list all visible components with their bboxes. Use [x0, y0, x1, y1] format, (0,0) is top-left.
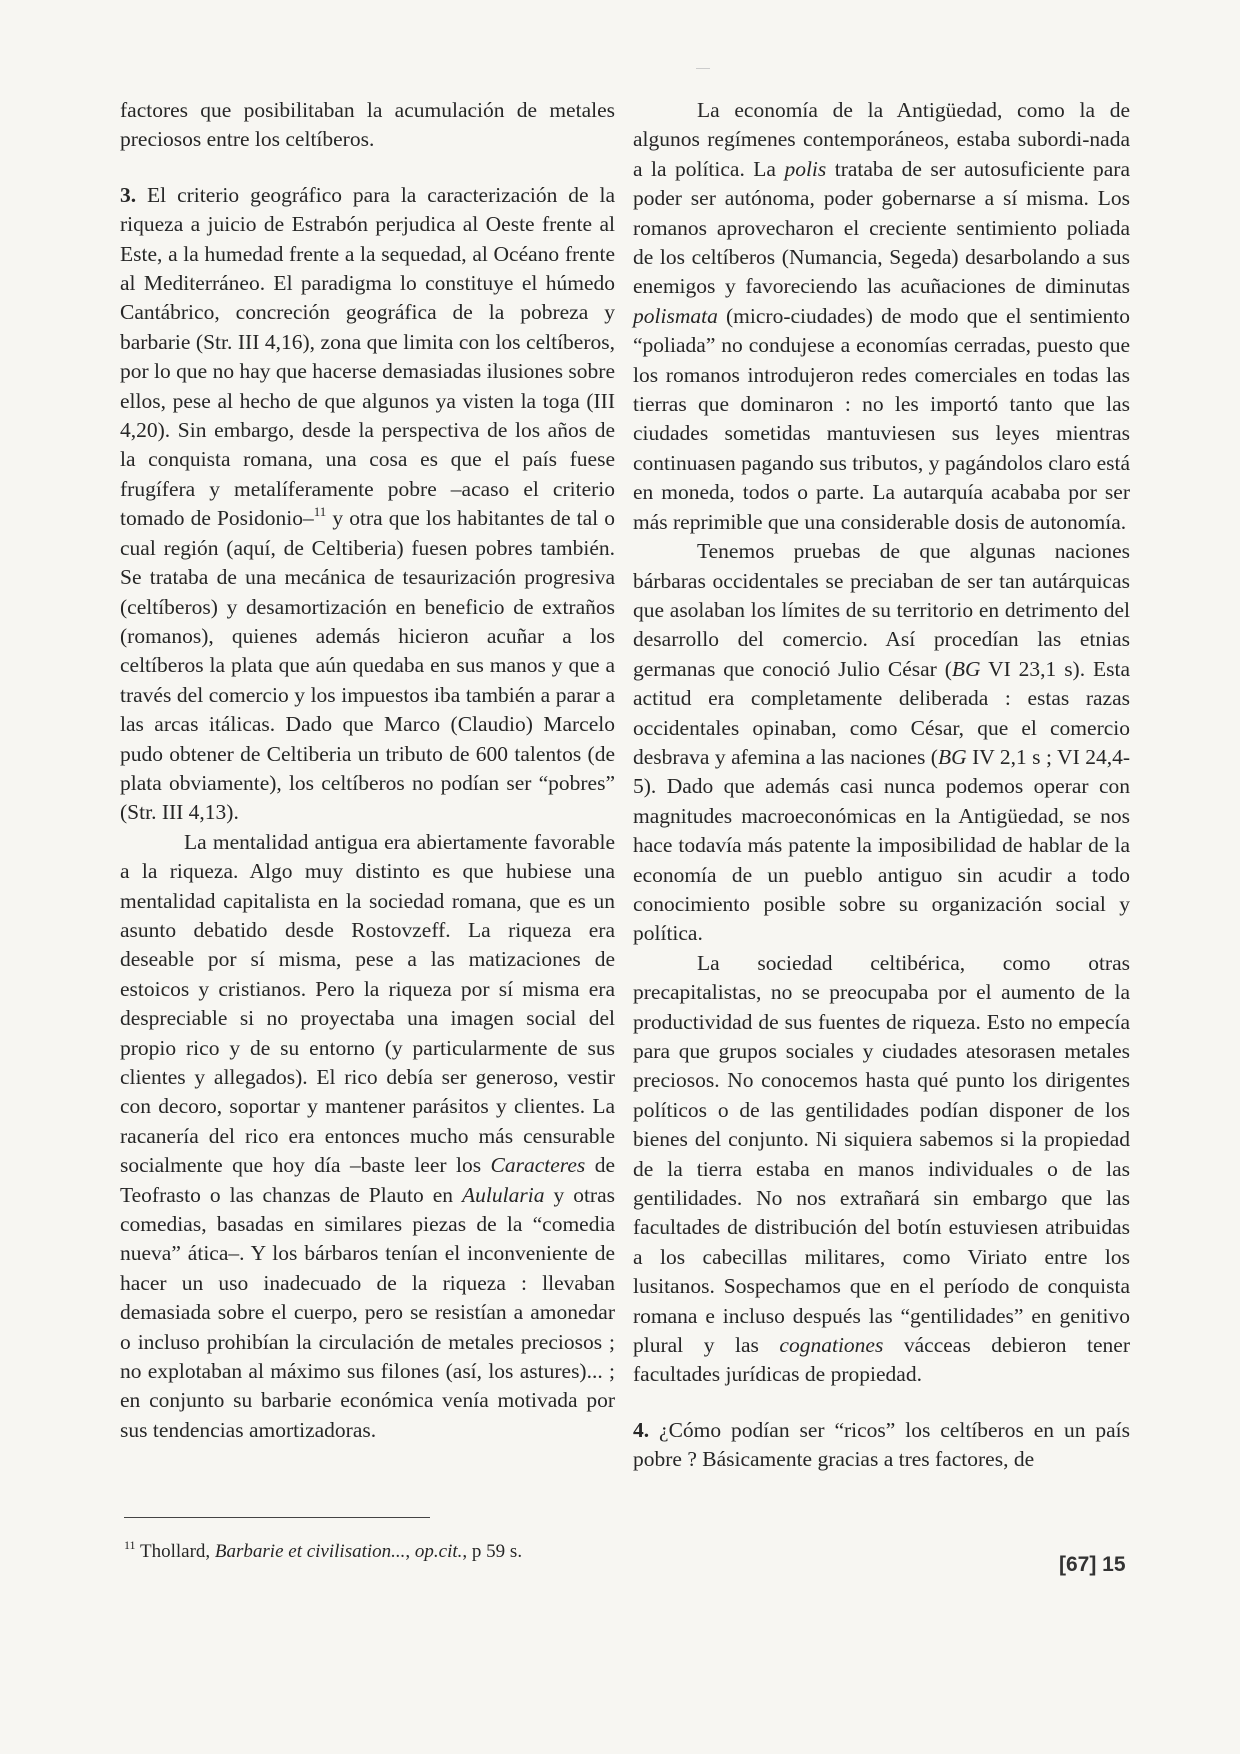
text-run: Tenemos pruebas de que algunas naciones bárbaras occidentales se preciaban de ser tan autárquicas que asolaban los límites de su territorio en detrimento del desarrollo del comercio. Así procedían las etnias germanas que conoció Julio César (	[633, 539, 1130, 681]
text-run: vácceas debieron tener facultades jurídicas de propiedad.	[633, 1333, 1130, 1387]
text-run: , p 59 s.	[462, 1541, 523, 1562]
section-3-paragraph	[120, 181, 615, 828]
italic-abbrev: op.cit.	[414, 1541, 463, 1562]
paragraph: factores que posibilitaban la acumulación de metales preciosos entre los celtíberos.	[120, 98, 615, 152]
section-number: 4.	[633, 1417, 650, 1442]
footnote-separator	[124, 1517, 430, 1518]
text-run: y otras comedias, basadas en similares piezas de la “comedia nueva” ática–. Y los bárbaros tenían el inconveniente de hacer un uso inadecuado de la riqueza : llevaban demasiada sobre el cuerpo, pero se resistían a amonedar o incluso prohibían la circulación de metales preciosos ; no explotaban al máximo sus filones (así, los astures)... ; en conjunto su barbarie económica venía motivada por sus tendencias amortizadoras.	[120, 1182, 615, 1442]
italic-abbrev: BG	[937, 744, 967, 769]
right-column	[633, 96, 1130, 1475]
italic-term: polismata	[633, 303, 718, 328]
text-run: de Teofrasto o las chanzas de Plauto en	[120, 1153, 615, 1207]
paragraph	[120, 828, 615, 1446]
text-run: Thollard,	[135, 1541, 215, 1562]
italic-term: cognationes	[779, 1333, 884, 1358]
scan-artifact	[696, 68, 710, 69]
text-run: La mentalidad antigua era abiertamente favorable a la riqueza. Algo muy distinto es que hubiese una mentalidad capitalista en la sociedad romana, que es un asunto debatido desde Rostovzeff. La riqueza era deseable por sí misma, pese a las matizaciones de estoicos y cristianos. Pero la riqueza por sí misma era despreciable si no proyectaba una imagen social del propio rico y de su entorno (y particularmente de sus clientes y allegados). El rico debía ser generoso, vestir con decoro, soportar y mantener parásitos y clientes. La racanería del rico era entonces mucho más censurable socialmente que hoy día –baste leer los	[120, 829, 615, 1178]
text-run: La economía de la Antigüedad, como la de algunos regímenes contemporáneos, estaba subordi-nada a la política. La	[633, 98, 1130, 181]
italic-title: Caracteres	[490, 1153, 586, 1178]
text-run: IV 2,1 s ; VI 24,4-5). Dado que además casi nunca podemos operar con magnitudes macroeconómicas en la Antigüedad, se nos hace todavía más patente la imposibilidad de hablar de la economía de un pueblo antiguo sin acudir a todo conocimiento posible sobre su organización social y política.	[633, 744, 1130, 946]
left-column	[120, 96, 615, 1445]
section-number: 3.	[120, 182, 137, 207]
paragraph	[633, 949, 1130, 1390]
text-run: ¿Cómo podían ser “ricos” los celtíberos en un país pobre ? Básicamente gracias a tres factores, de	[633, 1417, 1130, 1472]
text-run: ,	[405, 1541, 415, 1562]
footnote	[124, 1540, 624, 1564]
text-run: (micro-ciudades) de modo que el sentimiento “poliada” no condujese a economías cerradas, puesto que los romanos introdujeron redes comerciales en todas las tierras que dominaron : no les importó tanto que las ciudades sometidas mantuviesen sus leyes mientras continuasen pagando sus tributos, y pagándolos claro está en moneda, todos o parte. La autarquía acababa por ser más reprimible que una considerable dosis de autonomía.	[633, 303, 1130, 534]
text-run: La sociedad celtibérica, como otras precapitalistas, no se preocupaba por el aumento de la productividad de sus fuentes de riqueza. Esto no empecía para que grupos sociales y ciudades atesorasen metales preciosos. No conocemos hasta qué punto los dirigentes políticos o de las gentilidades podían disponer de los bienes del conjunto. Ni siquiera sabemos si la propiedad de la tierra estaba en manos individuales o de las gentilidades. No nos extrañará sin embargo que las facultades de distribución del botín estuviesen atribuidas a los cabecillas militares, como Viriato entre los lusitanos. Sospechamos que en el período de conquista romana e incluso después las “gentilidades” en genitivo plural y las	[633, 950, 1130, 1358]
italic-abbrev: BG	[951, 656, 981, 681]
section-4-paragraph	[633, 1416, 1130, 1475]
footnote-number: 11	[124, 1538, 136, 1552]
italic-term: polis	[784, 156, 827, 181]
italic-title: Barbarie et civilisation...	[214, 1541, 406, 1562]
page-number: [67] 15	[1059, 1553, 1126, 1576]
paragraph	[633, 537, 1130, 949]
footnote-ref: 11	[313, 504, 327, 520]
text-run: y otra que los habitantes de tal o cual región (aquí, de Celtiberia) fuesen pobres también. Se trataba de una mecánica de tesaurización progresiva (celtíberos) y desamortización en beneficio de extraños (romanos), quienes además hicieron acuñar a los celtíberos la plata que aún quedaba en sus manos y que a través del comercio y los impuestos iba también a parar a las arcas itálicas. Dado que Marco (Claudio) Marcelo pudo obtener de Celtiberia un tributo de 600 talentos (de plata obviamente), los celtíberos no podían ser “pobres” (Str. III 4,13).	[120, 506, 615, 825]
text-run: trataba de ser autosuficiente para poder ser autónoma, poder gobernarse a sí misma. Los romanos aprovecharon el creciente sentimiento poliada de los celtíberos (Numancia, Segeda) desarbolando a sus enemigos y favoreciendo las acuñaciones de diminutas	[633, 156, 1130, 299]
paragraph	[633, 96, 1130, 537]
text-run: El criterio geográfico para la caracterización de la riqueza a juicio de Estrabón perjudica al Oeste frente al Este, a la humedad frente a la sequedad, al Océano frente al Mediterráneo. El paradigma lo constituye el húmedo Cantábrico, concreción geográfica de la pobreza y barbarie (Str. III 4,16), zona que limita con los celtíberos, por lo que no hay que hacerse demasiadas ilusiones sobre ellos, pese al hecho de que algunos ya visten la toga (III 4,20). Sin embargo, desde la perspectiva de los años de la conquista romana, una cosa es que el país fuese frugífera y metalíferamente pobre –acaso el criterio tomado de Posidonio–	[120, 182, 615, 531]
italic-title: Aulularia	[462, 1182, 545, 1207]
text-run: VI 23,1 s). Esta actitud era completamente deliberada : estas razas occidentales opinaban, como César, que el comercio desbrava y afemina a las naciones (	[633, 656, 1131, 769]
